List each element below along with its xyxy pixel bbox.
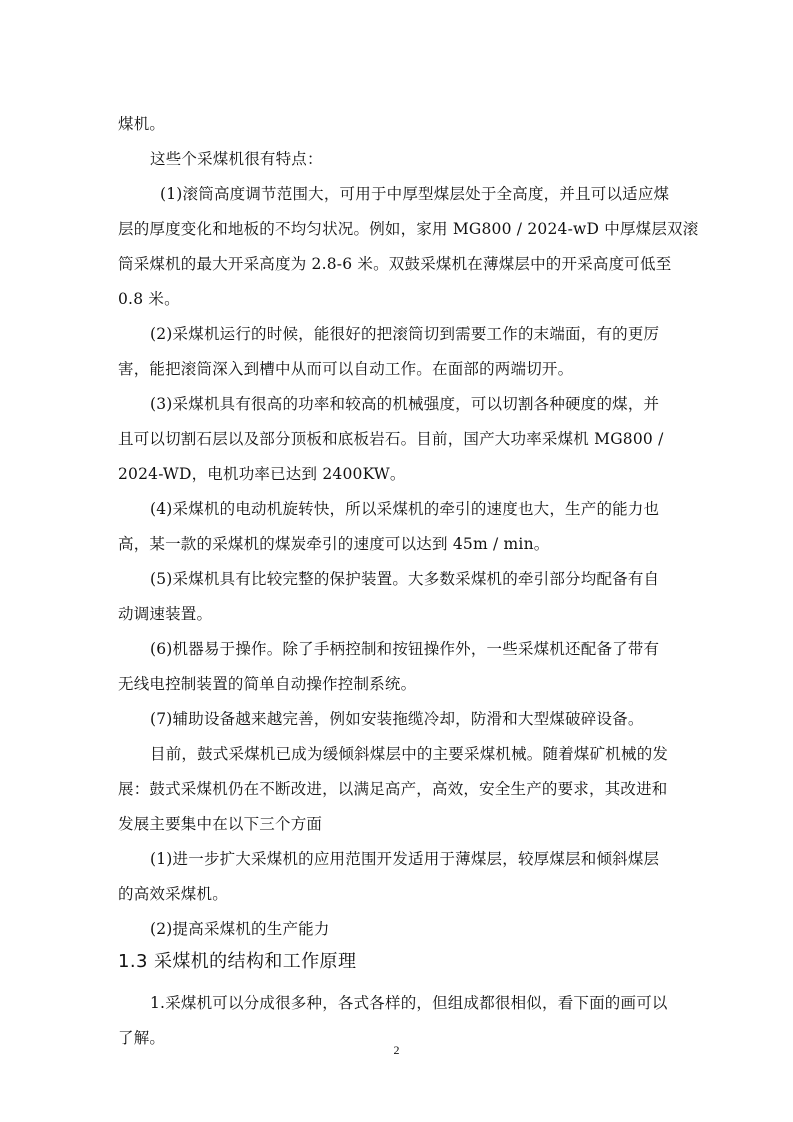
- text-line: 筒采煤机的最大开采高度为 2.8-6 米。双鼓采煤机在薄煤层中的开采高度可低至: [118, 255, 672, 273]
- text-line: 0.8 米。: [118, 290, 180, 308]
- text-line: (4)采煤机的电动机旋转快，所以采煤机的牵引的速度也大，生产的能力也: [150, 500, 660, 518]
- text-line: (7)辅助设备越来越完善，例如安装拖缆冷却，防滑和大型煤破碎设备。: [150, 710, 644, 728]
- text-line: 目前，鼓式采煤机已成为缓倾斜煤层中的主要采煤机械。随着煤矿机械的发: [150, 745, 669, 763]
- text-line: 动调速装置。: [118, 605, 213, 623]
- text-line: 这些个采煤机很有特点：: [150, 150, 323, 168]
- text-line: (1)进一步扩大采煤机的应用范围开发适用于薄煤层，较厚煤层和倾斜煤层: [150, 850, 660, 868]
- text-line: 高，某一款的采煤机的煤炭牵引的速度可以达到 45m / min。: [118, 535, 550, 553]
- text-line: 层的厚度变化和地板的不均匀状况。例如，家用 MG800 / 2024-wD 中厚煤层双滚: [118, 220, 699, 238]
- text-line: 害，能把滚筒深入到槽中从而可以自动工作。在面部的两端切开。: [118, 360, 574, 378]
- text-line: (2)采煤机运行的时候，能很好的把滚筒切到需要工作的末端面，有的更厉: [150, 325, 660, 343]
- text-line: 1.采煤机可以分成很多种，各式各样的，但组成都很相似，看下面的画可以: [150, 994, 668, 1012]
- page-number: 2: [393, 1043, 400, 1057]
- text-line: (1)滚筒高度调节范围大，可用于中厚型煤层处于全高度，并且可以适应煤: [160, 185, 670, 203]
- text-line: 的高效采煤机。: [118, 885, 228, 903]
- text-line: 展：鼓式采煤机仍在不断改进，以满足高产，高效，安全生产的要求，其改进和: [118, 780, 668, 798]
- section-heading: 1.3 采煤机的结构和工作原理: [118, 951, 357, 972]
- text-line: 了解。: [118, 1029, 166, 1047]
- text-line: (6)机器易于操作。除了手柄控制和按钮操作外，一些采煤机还配备了带有: [150, 640, 660, 658]
- text-line: (5)采煤机具有比较完整的保护装置。大多数采煤机的牵引部分均配备有自: [150, 570, 660, 588]
- text-line: (3)采煤机具有很高的功率和较高的机械强度，可以切割各种硬度的煤，并: [150, 395, 660, 413]
- text-line: 煤机。: [118, 115, 166, 133]
- text-line: 发展主要集中在以下三个方面: [118, 815, 323, 833]
- text-line: 2024-WD，电机功率已达到 2400KW。: [118, 465, 406, 483]
- text-line: (2)提高采煤机的生产能力: [150, 920, 330, 938]
- text-line: 且可以切割石层以及部分顶板和底板岩石。目前，国产大功率采煤机 MG800 /: [118, 430, 664, 448]
- text-line: 无线电控制装置的简单自动操作控制系统。: [118, 675, 417, 693]
